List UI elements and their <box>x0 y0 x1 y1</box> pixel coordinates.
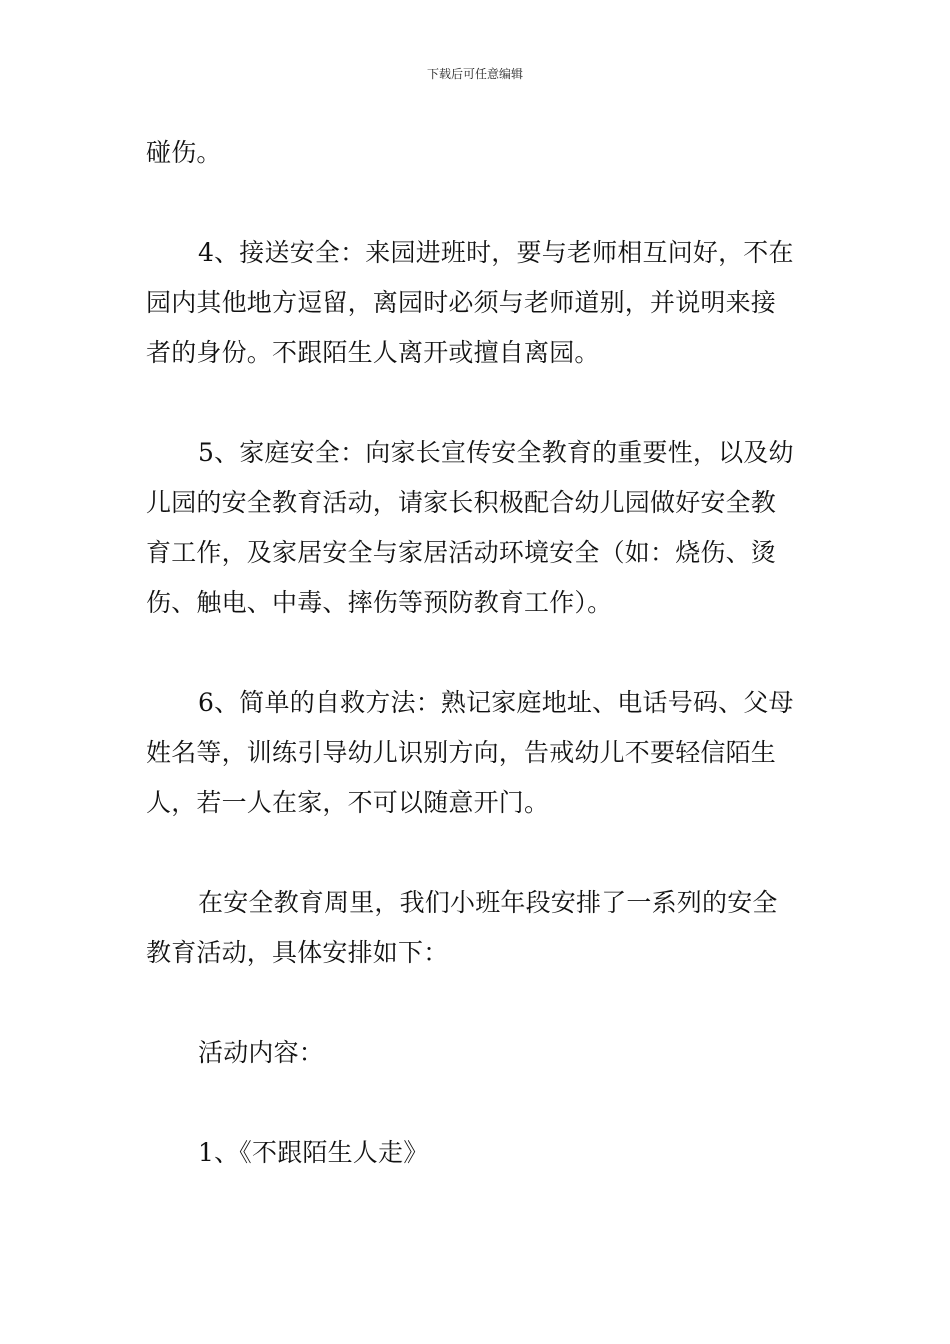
paragraph-self-rescue <box>146 678 806 828</box>
text-line: 1、《不跟陌生人走》 <box>198 1138 429 1167</box>
text-line: 5、家庭安全：向家长宣传安全教育的重要性，以及幼 <box>198 438 794 467</box>
paragraph-continuation <box>146 128 806 178</box>
page-header: 下载后可任意编辑 <box>426 67 523 81</box>
text-line: 儿园的安全教育活动，请家长积极配合幼儿园做好安全教 <box>146 488 777 517</box>
text-line: 者的身份。不跟陌生人离开或擅自离园。 <box>146 338 600 367</box>
text-line: 6、简单的自救方法：熟记家庭地址、电话号码、父母 <box>198 688 794 717</box>
text-line: 教育活动，具体安排如下： <box>146 938 449 967</box>
paragraph-gap <box>146 1078 806 1128</box>
paragraph-home-safety <box>146 428 806 628</box>
text-line: 姓名等，训练引导幼儿识别方向，告戒幼儿不要轻信陌生 <box>146 738 777 767</box>
paragraph-safety-week <box>146 878 806 978</box>
text-line: 育工作，及家居安全与家居活动环境安全（如：烧伤、烫 <box>146 538 777 567</box>
paragraph-gap <box>146 178 806 228</box>
text-line: 4、接送安全：来园进班时，要与老师相互问好，不在 <box>198 238 794 267</box>
document-body <box>146 128 806 1178</box>
text-line: 碰伤。 <box>146 138 222 167</box>
text-line: 活动内容： <box>198 1038 325 1067</box>
paragraph-activity-item <box>146 1128 806 1178</box>
paragraph-gap <box>146 978 806 1028</box>
paragraph-gap <box>146 628 806 678</box>
paragraph-pickup-safety <box>146 228 806 378</box>
text-line: 伤、触电、中毒、摔伤等预防教育工作）。 <box>146 588 613 617</box>
text-line: 园内其他地方逗留，离园时必须与老师道别，并说明来接 <box>146 288 777 317</box>
text-line: 在安全教育周里，我们小班年段安排了一系列的安全 <box>198 888 778 917</box>
paragraph-activity-heading <box>146 1028 806 1078</box>
paragraph-gap <box>146 828 806 878</box>
paragraph-gap <box>146 378 806 428</box>
text-line: 人，若一人在家，不可以随意开门。 <box>146 788 550 817</box>
